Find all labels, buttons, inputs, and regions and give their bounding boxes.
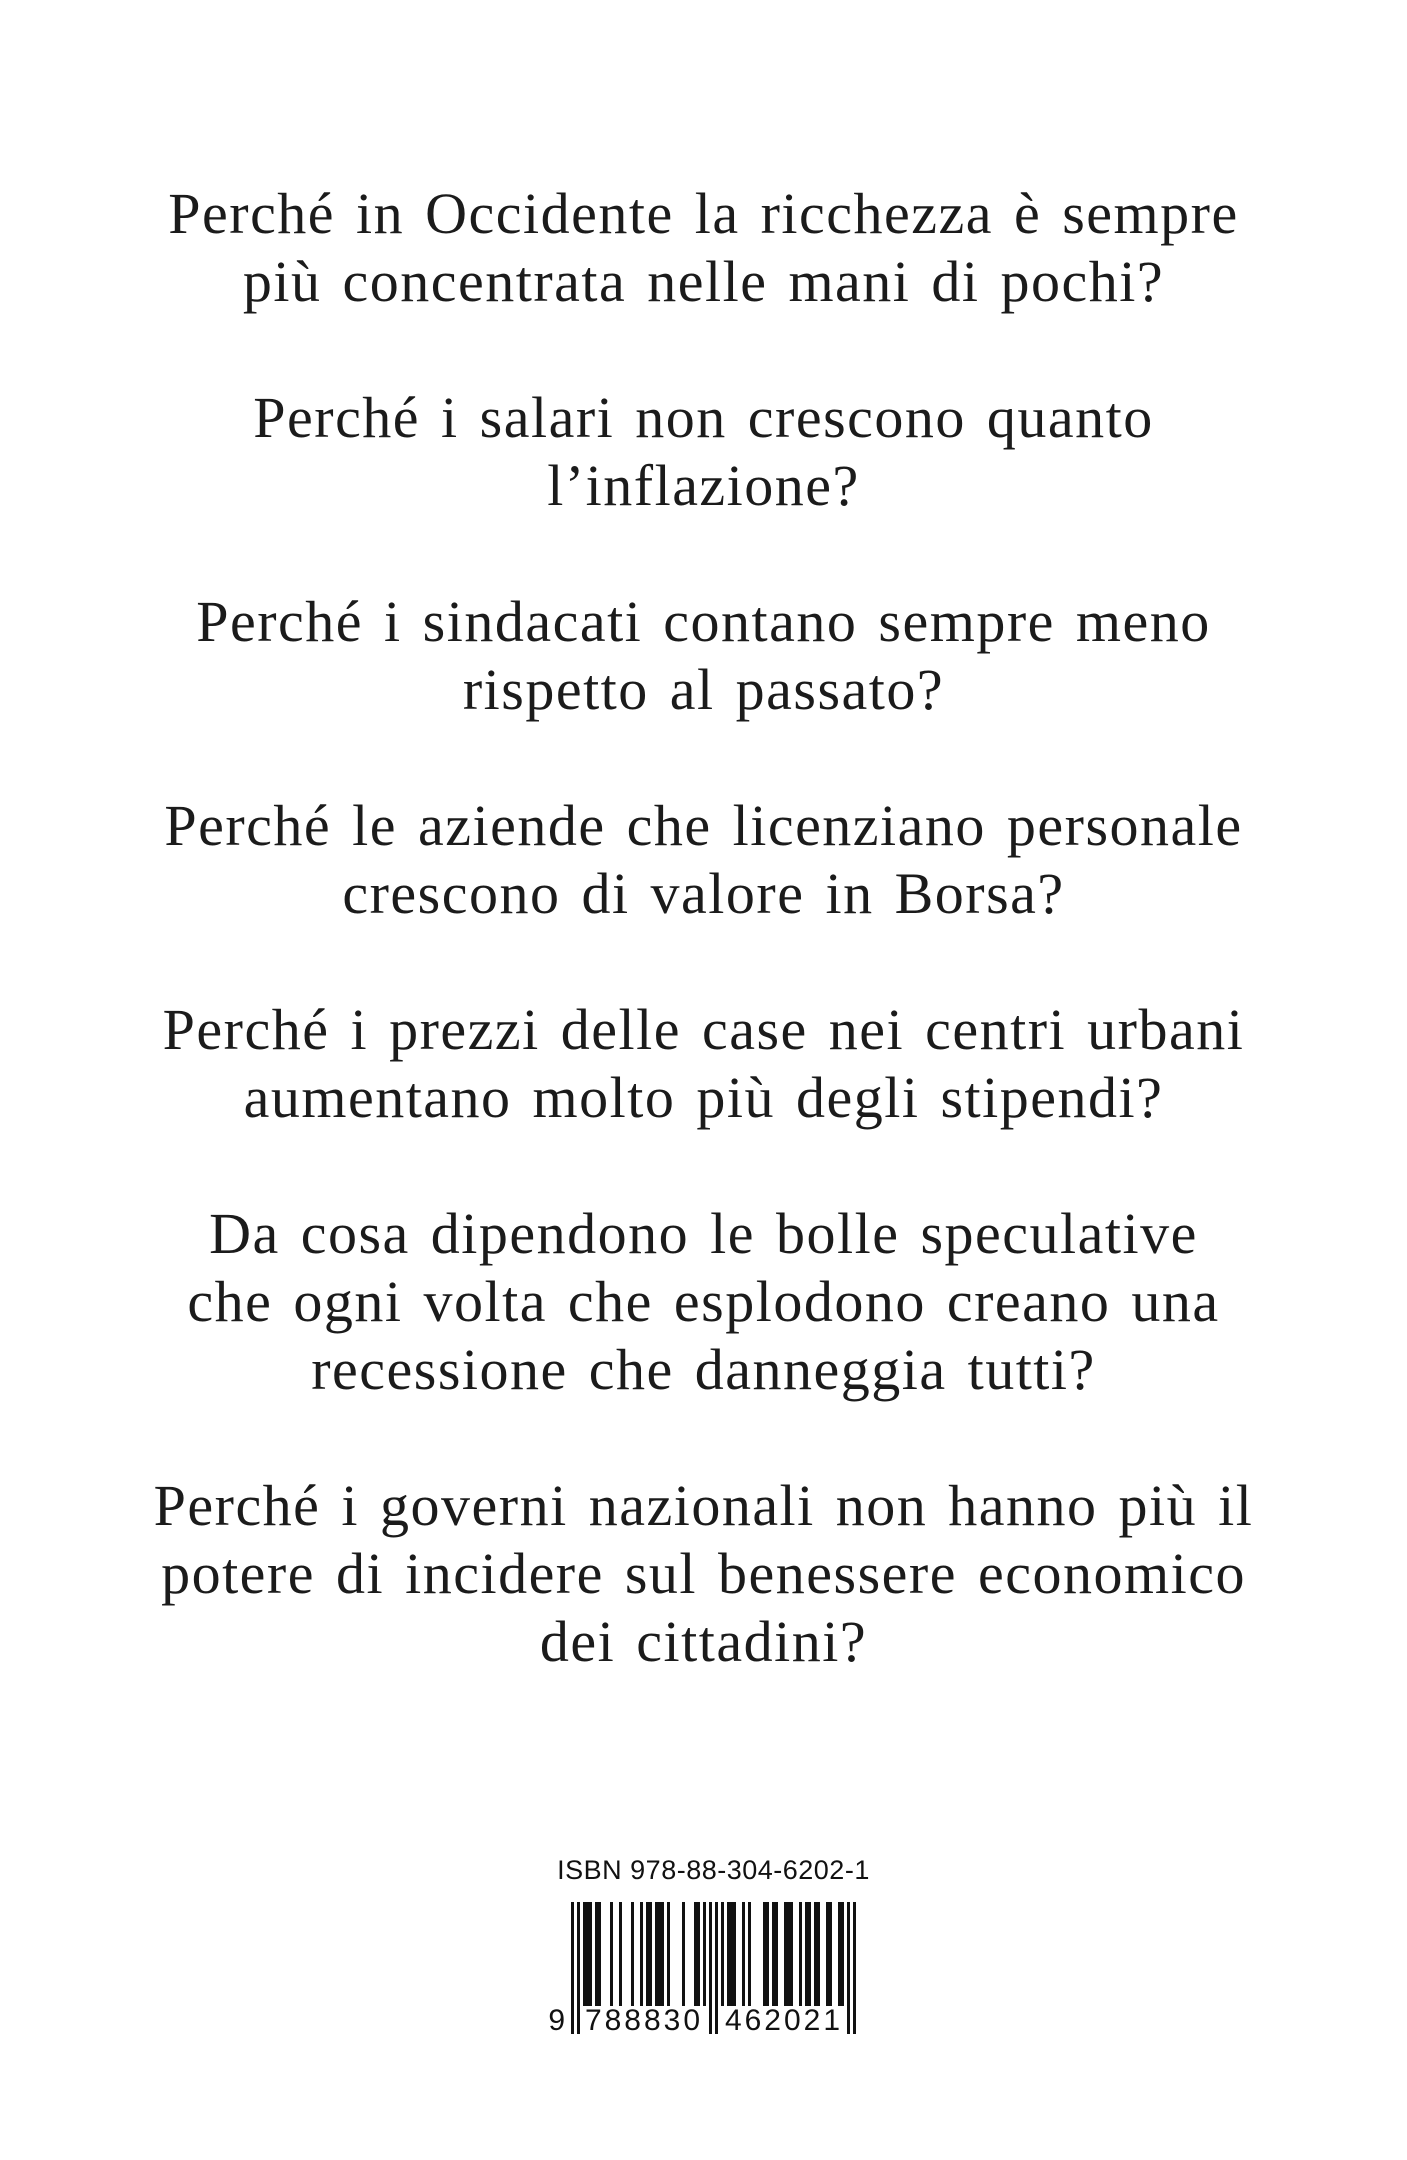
question-line: crescono di valore in Borsa? (342, 861, 1065, 926)
question-block (74, 180, 1334, 316)
question-line: l’inflazione? (547, 453, 860, 518)
isbn-label: ISBN 978-88-304-6202-1 (557, 1855, 870, 1885)
ean-barcode (548, 1902, 856, 2037)
question-block (74, 1200, 1334, 1404)
question-line: che ogni volta che esplodono creano una (187, 1269, 1220, 1334)
blurb-questions (74, 180, 1334, 1744)
question-block (74, 792, 1334, 928)
question-block (74, 996, 1334, 1132)
barcode-digits-right: 462021 (721, 2006, 847, 2036)
question-line: Perché i governi nazionali non hanno più il (153, 1473, 1254, 1538)
question-line: potere di incidere sul benessere economico (161, 1541, 1246, 1606)
question-block (74, 384, 1334, 520)
barcode-digit-lead: 9 (548, 2004, 565, 2037)
isbn-block (534, 1855, 894, 2036)
question-line: aumentano molto più degli stipendi? (243, 1065, 1164, 1130)
question-line: Perché i salari non crescono quanto (253, 385, 1154, 450)
barcode-digits-left: 788830 (581, 2006, 707, 2036)
question-line: Perché in Occidente la ricchezza è sempre (168, 181, 1239, 246)
question-line: più concentrata nelle mani di pochi? (242, 249, 1165, 314)
question-line: dei cittadini? (539, 1609, 868, 1674)
question-block (74, 588, 1334, 724)
barcode-bar (853, 1902, 856, 2034)
question-line: recessione che danneggia tutti? (311, 1337, 1096, 1402)
question-line: Perché le aziende che licenziano personale (164, 793, 1243, 858)
question-line: rispetto al passato? (462, 657, 945, 722)
question-line: Da cosa dipendono le bolle speculative (209, 1201, 1198, 1266)
question-block (74, 1472, 1334, 1676)
question-line: Perché i sindacati contano sempre meno (196, 589, 1211, 654)
question-line: Perché i prezzi delle case nei centri urbani (162, 997, 1245, 1062)
